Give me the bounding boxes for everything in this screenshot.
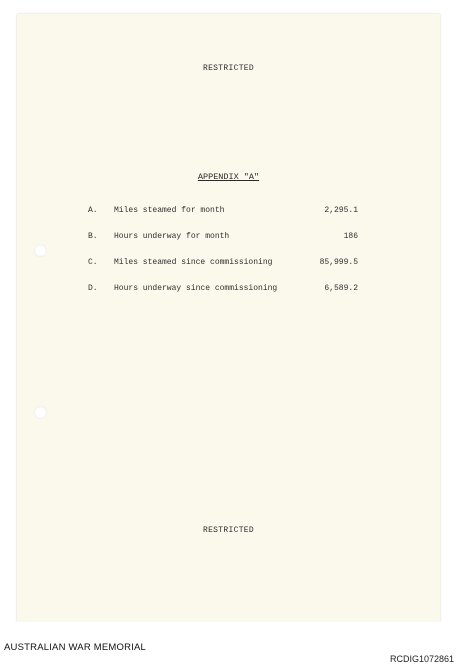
item-letter: A. — [88, 206, 98, 215]
appendix-title-text: APPENDIX "A" — [197, 172, 260, 182]
reference-id: RCDIG1072861 — [389, 654, 454, 664]
item-label: Hours underway for month — [114, 232, 230, 241]
punch-hole-bottom — [34, 406, 47, 419]
classification-header: RESTRICTED — [202, 64, 254, 73]
item-letter: B. — [88, 232, 98, 241]
item-value: 85,999.5 — [319, 258, 358, 267]
item-label: Miles steamed since commissioning — [114, 258, 273, 267]
institution-label: AUSTRALIAN WAR MEMORIAL — [4, 642, 147, 653]
list-item — [17, 258, 440, 270]
list-item — [17, 206, 440, 218]
item-label: Miles steamed for month — [114, 206, 225, 215]
item-value: 2,295.1 — [324, 206, 358, 215]
list-item — [17, 284, 440, 296]
item-label: Hours underway since commissioning — [114, 284, 278, 293]
punch-hole-top — [34, 244, 47, 257]
item-letter: D. — [88, 284, 98, 293]
classification-footer: RESTRICTED — [202, 526, 254, 535]
item-value: 186 — [343, 232, 358, 241]
list-item — [17, 232, 440, 244]
document-page — [17, 14, 440, 622]
item-letter: C. — [88, 258, 98, 267]
item-value: 6,589.2 — [324, 284, 358, 293]
appendix-title — [17, 172, 440, 182]
